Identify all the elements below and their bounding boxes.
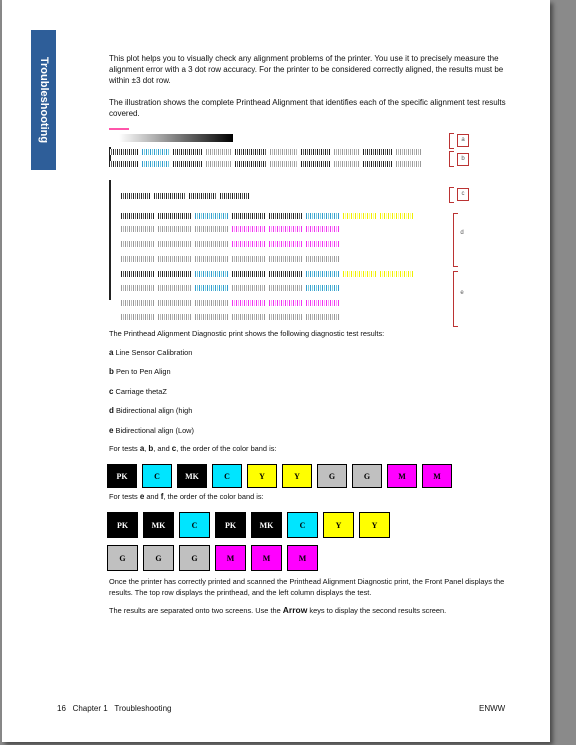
color-swatch-pk: PK	[215, 512, 246, 538]
test-row-d1	[121, 213, 417, 220]
color-swatch-m: M	[287, 545, 318, 571]
footer-left: 16 Chapter 1 Troubleshooting	[57, 704, 172, 713]
grayscale-gradient	[119, 134, 233, 142]
test-item-c: c Carriage thetaZ	[109, 387, 167, 396]
diagnostic-intro: The Printhead Alignment Diagnostic print shows the following diagnostic test results:	[109, 329, 385, 338]
color-swatch-y: Y	[247, 464, 277, 488]
figure-tag-c: c	[457, 188, 469, 201]
figure-tag-d: d	[460, 230, 464, 236]
color-swatch-c: C	[142, 464, 172, 488]
test-item-d: d Bidirectional align (high	[109, 406, 193, 415]
color-swatch-g: G	[317, 464, 347, 488]
color-swatch-c: C	[212, 464, 242, 488]
color-swatch-g: G	[107, 545, 138, 571]
color-swatch-y: Y	[359, 512, 390, 538]
band1-caption: For tests a, b, and c, the order of the color band is:	[109, 444, 277, 453]
test-item-e: e Bidirectional align (Low)	[109, 426, 194, 435]
color-swatch-g: G	[143, 545, 174, 571]
color-swatch-mk: MK	[251, 512, 282, 538]
figure-tag-b: b	[457, 153, 469, 166]
chapter-side-tab: Troubleshooting	[31, 30, 56, 170]
test-row-c	[121, 193, 253, 200]
color-swatch-g: G	[352, 464, 382, 488]
color-swatch-g: G	[179, 545, 210, 571]
illustration-paragraph: The illustration shows the complete Printhead Alignment that identifies each of the specific alignment test results covered.	[109, 98, 506, 118]
color-swatch-mk: MK	[143, 512, 174, 538]
color-swatch-mk: MK	[177, 464, 207, 488]
band2-caption: For tests e and f, the order of the color band is:	[109, 492, 264, 501]
intro-paragraph: This plot helps you to visually check any alignment problems of the printer. You use it to precisely measure the alignment error with a 3 dot row accuracy. For the printer to be considered correctly aligned, the results must be within ±3 dot row.	[109, 54, 504, 85]
test-row-e1	[121, 271, 417, 278]
test-item-b: b Pen to Pen Align	[109, 367, 171, 376]
color-swatch-c: C	[179, 512, 210, 538]
color-swatch-m: M	[215, 545, 246, 571]
figure-tag-a: a	[457, 134, 469, 147]
color-band-abc	[107, 464, 457, 488]
calibration-mark	[109, 128, 129, 130]
color-swatch-y: Y	[282, 464, 312, 488]
figure-tag-e: e	[460, 290, 464, 296]
color-swatch-pk: PK	[107, 464, 137, 488]
test-row-b	[109, 161, 425, 168]
document-page	[2, 0, 550, 742]
color-band-ef-row1	[107, 512, 395, 538]
printhead-alignment-illustration	[109, 125, 479, 325]
test-item-a: a Line Sensor Calibration	[109, 348, 193, 357]
color-swatch-m: M	[251, 545, 282, 571]
color-swatch-pk: PK	[107, 512, 138, 538]
test-row-a	[109, 149, 425, 156]
results-paragraph: Once the printer has correctly printed and scanned the Printhead Alignment Diagnostic print, the Front Panel displays the results. The top row displays the printhead, and the left column displays the test.	[109, 577, 505, 597]
arrow-keys-paragraph: The results are separated onto two screens. Use the Arrow keys to display the second results screen.	[109, 605, 447, 615]
color-swatch-m: M	[387, 464, 417, 488]
color-swatch-y: Y	[323, 512, 354, 538]
color-swatch-c: C	[287, 512, 318, 538]
footer-right: ENWW	[479, 704, 506, 713]
color-swatch-m: M	[422, 464, 452, 488]
color-band-ef-row2	[107, 545, 323, 571]
